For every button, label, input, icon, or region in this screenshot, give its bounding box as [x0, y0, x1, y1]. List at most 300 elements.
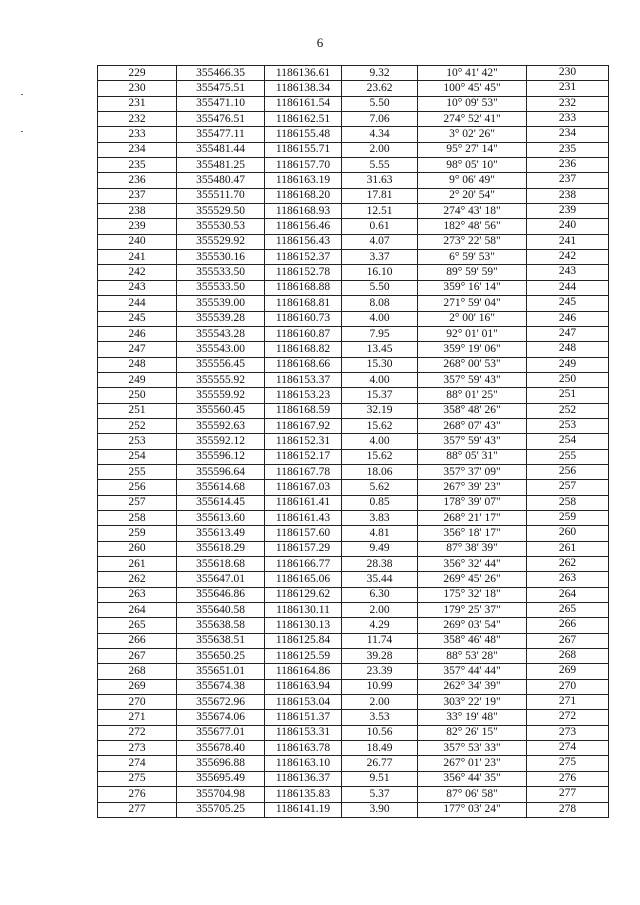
cell-coord-y: 1186161.41 [265, 495, 342, 510]
cell-point-to: 263 [527, 572, 609, 587]
cell-bearing: 87° 06' 58" [418, 787, 527, 802]
cell-point-from: 277 [98, 802, 177, 817]
cell-distance: 13.45 [342, 342, 418, 357]
cell-coord-x: 355543.00 [177, 342, 265, 357]
cell-point-from: 252 [98, 418, 177, 433]
cell-point-to: 254 [527, 434, 609, 449]
cell-point-to: 237 [527, 173, 609, 188]
table-row [98, 464, 609, 479]
table-row [98, 66, 609, 81]
table-row [98, 787, 609, 802]
cell-point-to: 240 [527, 219, 609, 234]
table-row [98, 296, 609, 311]
cell-bearing: 9° 06' 49" [418, 173, 527, 188]
cell-point-to: 242 [527, 250, 609, 265]
cell-bearing: 267° 39' 23" [418, 480, 527, 495]
cell-point-to: 269 [527, 664, 609, 679]
cell-coord-y: 1186163.10 [265, 756, 342, 771]
cell-bearing: 357° 44' 44" [418, 664, 527, 679]
cell-point-from: 268 [98, 664, 177, 679]
table-row [98, 326, 609, 341]
cell-point-to: 249 [527, 357, 609, 372]
cell-point-from: 271 [98, 710, 177, 725]
cell-point-to: 251 [527, 388, 609, 403]
table-row [98, 802, 609, 817]
cell-bearing: 2° 20' 54" [418, 188, 527, 203]
cell-coord-x: 355614.45 [177, 495, 265, 510]
cell-coord-y: 1186152.78 [265, 265, 342, 280]
cell-coord-x: 355477.11 [177, 127, 265, 142]
cell-coord-y: 1186163.94 [265, 679, 342, 694]
table-row [98, 112, 609, 127]
cell-coord-x: 355481.25 [177, 158, 265, 173]
cell-point-from: 249 [98, 372, 177, 387]
cell-distance: 23.62 [342, 81, 418, 96]
cell-coord-y: 1186166.77 [265, 557, 342, 572]
cell-coord-y: 1186138.34 [265, 81, 342, 96]
table-row [98, 756, 609, 771]
cell-coord-x: 355530.16 [177, 250, 265, 265]
cell-bearing: 88° 53' 28" [418, 649, 527, 664]
table-row [98, 526, 609, 541]
cell-coord-x: 355618.68 [177, 557, 265, 572]
cell-point-from: 270 [98, 695, 177, 710]
cell-bearing: 303° 22' 19" [418, 695, 527, 710]
cell-coord-y: 1186162.51 [265, 112, 342, 127]
cell-coord-x: 355539.28 [177, 311, 265, 326]
cell-distance: 18.06 [342, 464, 418, 479]
cell-point-to: 261 [527, 541, 609, 556]
cell-bearing: 10° 41' 42" [418, 66, 527, 81]
cell-coord-x: 355638.51 [177, 633, 265, 648]
cell-bearing: 6° 59' 53" [418, 250, 527, 265]
cell-bearing: 274° 43' 18" [418, 204, 527, 219]
cell-point-to: 232 [527, 96, 609, 111]
cell-point-from: 265 [98, 618, 177, 633]
cell-distance: 10.56 [342, 725, 418, 740]
cell-bearing: 271° 59' 04" [418, 296, 527, 311]
cell-coord-x: 355480.47 [177, 173, 265, 188]
cell-bearing: 88° 01' 25" [418, 388, 527, 403]
cell-distance: 5.50 [342, 96, 418, 111]
cell-point-to: 234 [527, 127, 609, 142]
cell-point-to: 241 [527, 234, 609, 249]
table-row [98, 649, 609, 664]
cell-bearing: 269° 45' 26" [418, 572, 527, 587]
table-row [98, 250, 609, 265]
cell-point-to: 275 [527, 756, 609, 771]
cell-coord-x: 355543.28 [177, 326, 265, 341]
cell-coord-y: 1186125.59 [265, 649, 342, 664]
cell-bearing: 273° 22' 58" [418, 234, 527, 249]
cell-coord-y: 1186157.29 [265, 541, 342, 556]
cell-bearing: 359° 16' 14" [418, 280, 527, 295]
cell-distance: 4.00 [342, 311, 418, 326]
cell-coord-y: 1186125.84 [265, 633, 342, 648]
cell-coord-x: 355481.44 [177, 142, 265, 157]
cell-point-to: 235 [527, 142, 609, 157]
cell-point-from: 264 [98, 603, 177, 618]
cell-coord-y: 1186168.93 [265, 204, 342, 219]
cell-coord-y: 1186152.17 [265, 449, 342, 464]
cell-distance: 15.62 [342, 449, 418, 464]
table-row [98, 219, 609, 234]
cell-distance: 4.34 [342, 127, 418, 142]
cell-coord-x: 355596.64 [177, 464, 265, 479]
cell-coord-y: 1186163.19 [265, 173, 342, 188]
cell-coord-x: 355618.29 [177, 541, 265, 556]
cell-coord-x: 355592.63 [177, 418, 265, 433]
cell-coord-x: 355475.51 [177, 81, 265, 96]
cell-distance: 26.77 [342, 756, 418, 771]
cell-point-to: 257 [527, 480, 609, 495]
table-row [98, 710, 609, 725]
cell-point-from: 234 [98, 142, 177, 157]
cell-bearing: 95° 27' 14" [418, 142, 527, 157]
table-row [98, 372, 609, 387]
cell-distance: 12.51 [342, 204, 418, 219]
cell-point-from: 231 [98, 96, 177, 111]
cell-coord-y: 1186165.06 [265, 572, 342, 587]
cell-point-from: 241 [98, 250, 177, 265]
cell-coord-x: 355529.50 [177, 204, 265, 219]
cell-point-to: 230 [527, 66, 609, 81]
cell-distance: 4.00 [342, 434, 418, 449]
cell-point-to: 233 [527, 112, 609, 127]
cell-distance: 32.19 [342, 403, 418, 418]
cell-coord-x: 355674.38 [177, 679, 265, 694]
cell-point-to: 278 [527, 802, 609, 817]
cell-point-to: 276 [527, 771, 609, 786]
cell-point-from: 237 [98, 188, 177, 203]
cell-distance: 3.37 [342, 250, 418, 265]
cell-point-to: 239 [527, 204, 609, 219]
cell-point-from: 247 [98, 342, 177, 357]
cell-point-from: 232 [98, 112, 177, 127]
cell-distance: 0.61 [342, 219, 418, 234]
cell-coord-x: 355650.25 [177, 649, 265, 664]
cell-distance: 11.74 [342, 633, 418, 648]
cell-point-from: 239 [98, 219, 177, 234]
cell-bearing: 33° 19' 48" [418, 710, 527, 725]
cell-point-from: 230 [98, 81, 177, 96]
cell-coord-y: 1186168.59 [265, 403, 342, 418]
cell-coord-y: 1186141.19 [265, 802, 342, 817]
cell-distance: 3.83 [342, 510, 418, 525]
cell-distance: 3.53 [342, 710, 418, 725]
cell-coord-x: 355530.53 [177, 219, 265, 234]
cell-coord-y: 1186156.43 [265, 234, 342, 249]
cell-coord-y: 1186130.13 [265, 618, 342, 633]
cell-distance: 7.06 [342, 112, 418, 127]
table-row [98, 234, 609, 249]
cell-coord-x: 355695.49 [177, 771, 265, 786]
cell-bearing: 357° 53' 33" [418, 741, 527, 756]
cell-coord-y: 1186152.37 [265, 250, 342, 265]
cell-distance: 10.99 [342, 679, 418, 694]
cell-distance: 9.32 [342, 66, 418, 81]
cell-bearing: 92° 01' 01" [418, 326, 527, 341]
cell-distance: 4.29 [342, 618, 418, 633]
table-row [98, 771, 609, 786]
table-row [98, 725, 609, 740]
cell-coord-x: 355560.45 [177, 403, 265, 418]
table-row [98, 311, 609, 326]
cell-point-from: 257 [98, 495, 177, 510]
cell-bearing: 358° 48' 26" [418, 403, 527, 418]
table-row [98, 142, 609, 157]
table-row [98, 618, 609, 633]
cell-coord-y: 1186130.11 [265, 603, 342, 618]
cell-coord-y: 1186153.04 [265, 695, 342, 710]
cell-distance: 23.39 [342, 664, 418, 679]
cell-point-from: 272 [98, 725, 177, 740]
cell-point-from: 255 [98, 464, 177, 479]
cell-bearing: 268° 00' 53" [418, 357, 527, 372]
cell-coord-x: 355651.01 [177, 664, 265, 679]
cell-coord-y: 1186168.66 [265, 357, 342, 372]
cell-bearing: 88° 05' 31" [418, 449, 527, 464]
cell-coord-y: 1186168.88 [265, 280, 342, 295]
cell-bearing: 356° 44' 35" [418, 771, 527, 786]
cell-bearing: 274° 52' 41" [418, 112, 527, 127]
cell-bearing: 178° 39' 07" [418, 495, 527, 510]
cell-point-from: 240 [98, 234, 177, 249]
cell-point-to: 243 [527, 265, 609, 280]
cell-coord-x: 355647.01 [177, 572, 265, 587]
cell-coord-y: 1186167.03 [265, 480, 342, 495]
table-row [98, 188, 609, 203]
table-row [98, 418, 609, 433]
cell-point-to: 252 [527, 403, 609, 418]
cell-point-from: 248 [98, 357, 177, 372]
table-row [98, 81, 609, 96]
cell-coord-y: 1186168.20 [265, 188, 342, 203]
cell-coord-x: 355533.50 [177, 265, 265, 280]
cell-coord-y: 1186155.48 [265, 127, 342, 142]
table-row [98, 510, 609, 525]
table-row [98, 434, 609, 449]
table-row [98, 664, 609, 679]
cell-coord-y: 1186155.71 [265, 142, 342, 157]
cell-point-to: 246 [527, 311, 609, 326]
cell-distance: 5.55 [342, 158, 418, 173]
cell-point-from: 275 [98, 771, 177, 786]
cell-distance: 2.00 [342, 603, 418, 618]
cell-point-to: 258 [527, 495, 609, 510]
cell-coord-x: 355672.96 [177, 695, 265, 710]
cell-coord-x: 355555.92 [177, 372, 265, 387]
cell-point-to: 264 [527, 587, 609, 602]
cell-coord-y: 1186153.37 [265, 372, 342, 387]
cell-point-from: 235 [98, 158, 177, 173]
cell-coord-y: 1186136.37 [265, 771, 342, 786]
table-row [98, 541, 609, 556]
cell-distance: 15.37 [342, 388, 418, 403]
cell-coord-x: 355677.01 [177, 725, 265, 740]
cell-bearing: 356° 32' 44" [418, 557, 527, 572]
margin-mark [21, 94, 23, 95]
cell-distance: 4.07 [342, 234, 418, 249]
cell-point-to: 262 [527, 557, 609, 572]
table-row [98, 127, 609, 142]
table-row [98, 280, 609, 295]
cell-point-to: 244 [527, 280, 609, 295]
cell-coord-y: 1186161.43 [265, 510, 342, 525]
table-row [98, 388, 609, 403]
cell-point-to: 273 [527, 725, 609, 740]
cell-bearing: 269° 03' 54" [418, 618, 527, 633]
cell-distance: 3.90 [342, 802, 418, 817]
cell-coord-x: 355640.58 [177, 603, 265, 618]
cell-bearing: 356° 18' 17" [418, 526, 527, 541]
table-row [98, 679, 609, 694]
cell-bearing: 357° 37' 09" [418, 464, 527, 479]
cell-coord-y: 1186153.31 [265, 725, 342, 740]
cell-point-from: 263 [98, 587, 177, 602]
cell-bearing: 2° 00' 16" [418, 311, 527, 326]
cell-bearing: 82° 26' 15" [418, 725, 527, 740]
cell-coord-y: 1186167.92 [265, 418, 342, 433]
cell-coord-x: 355529.92 [177, 234, 265, 249]
cell-bearing: 3° 02' 26" [418, 127, 527, 142]
cell-bearing: 98° 05' 10" [418, 158, 527, 173]
cell-point-from: 258 [98, 510, 177, 525]
cell-bearing: 357° 59' 43" [418, 434, 527, 449]
cell-point-to: 231 [527, 81, 609, 96]
cell-coord-x: 355511.70 [177, 188, 265, 203]
cell-distance: 15.30 [342, 357, 418, 372]
cell-bearing: 177° 03' 24" [418, 802, 527, 817]
table-row [98, 495, 609, 510]
cell-point-to: 255 [527, 449, 609, 464]
cell-point-from: 246 [98, 326, 177, 341]
table-row [98, 572, 609, 587]
cell-coord-x: 355638.58 [177, 618, 265, 633]
cell-bearing: 268° 21' 17" [418, 510, 527, 525]
cell-coord-y: 1186136.61 [265, 66, 342, 81]
cell-distance: 31.63 [342, 173, 418, 188]
cell-coord-y: 1186168.81 [265, 296, 342, 311]
cell-point-from: 238 [98, 204, 177, 219]
cell-coord-x: 355471.10 [177, 96, 265, 111]
table-row [98, 357, 609, 372]
cell-bearing: 175° 32' 18" [418, 587, 527, 602]
cell-point-from: 242 [98, 265, 177, 280]
cell-coord-y: 1186163.78 [265, 741, 342, 756]
cell-point-from: 250 [98, 388, 177, 403]
cell-coord-x: 355678.40 [177, 741, 265, 756]
cell-point-from: 251 [98, 403, 177, 418]
table-row [98, 587, 609, 602]
table-row [98, 741, 609, 756]
cell-coord-y: 1186135.83 [265, 787, 342, 802]
cell-distance: 7.95 [342, 326, 418, 341]
cell-distance: 8.08 [342, 296, 418, 311]
cell-coord-y: 1186168.82 [265, 342, 342, 357]
cell-point-from: 276 [98, 787, 177, 802]
cell-coord-y: 1186156.46 [265, 219, 342, 234]
cell-coord-x: 355704.98 [177, 787, 265, 802]
cell-coord-x: 355613.49 [177, 526, 265, 541]
cell-distance: 9.51 [342, 771, 418, 786]
cell-coord-y: 1186157.70 [265, 158, 342, 173]
cell-point-to: 250 [527, 372, 609, 387]
cell-point-to: 253 [527, 418, 609, 433]
cell-point-from: 266 [98, 633, 177, 648]
cell-distance: 9.49 [342, 541, 418, 556]
cell-coord-x: 355466.35 [177, 66, 265, 81]
cell-point-from: 233 [98, 127, 177, 142]
cell-distance: 4.00 [342, 372, 418, 387]
cell-bearing: 179° 25' 37" [418, 603, 527, 618]
cell-coord-x: 355476.51 [177, 112, 265, 127]
coordinates-table [97, 65, 609, 818]
cell-distance: 4.81 [342, 526, 418, 541]
cell-point-to: 270 [527, 679, 609, 694]
cell-distance: 5.62 [342, 480, 418, 495]
cell-distance: 2.00 [342, 142, 418, 157]
table-row [98, 449, 609, 464]
cell-distance: 18.49 [342, 741, 418, 756]
cell-point-from: 244 [98, 296, 177, 311]
cell-bearing: 182° 48' 56" [418, 219, 527, 234]
cell-point-from: 261 [98, 557, 177, 572]
cell-point-from: 259 [98, 526, 177, 541]
table-row [98, 695, 609, 710]
cell-bearing: 10° 09' 53" [418, 96, 527, 111]
cell-coord-x: 355596.12 [177, 449, 265, 464]
cell-point-to: 260 [527, 526, 609, 541]
table-body [98, 66, 609, 818]
cell-point-from: 273 [98, 741, 177, 756]
table-row [98, 403, 609, 418]
cell-coord-y: 1186167.78 [265, 464, 342, 479]
cell-point-from: 262 [98, 572, 177, 587]
cell-coord-y: 1186164.86 [265, 664, 342, 679]
table-row [98, 633, 609, 648]
cell-coord-y: 1186152.31 [265, 434, 342, 449]
cell-point-from: 253 [98, 434, 177, 449]
cell-distance: 5.50 [342, 280, 418, 295]
cell-bearing: 267° 01' 23" [418, 756, 527, 771]
table-row [98, 265, 609, 280]
table-row [98, 342, 609, 357]
cell-bearing: 358° 46' 48" [418, 633, 527, 648]
cell-bearing: 268° 07' 43" [418, 418, 527, 433]
cell-coord-y: 1186151.37 [265, 710, 342, 725]
cell-point-from: 236 [98, 173, 177, 188]
cell-point-to: 248 [527, 342, 609, 357]
cell-coord-x: 355559.92 [177, 388, 265, 403]
table-row [98, 480, 609, 495]
cell-coord-y: 1186153.23 [265, 388, 342, 403]
cell-coord-y: 1186129.62 [265, 587, 342, 602]
cell-distance: 5.37 [342, 787, 418, 802]
table-row [98, 204, 609, 219]
cell-bearing: 89° 59' 59" [418, 265, 527, 280]
cell-point-to: 267 [527, 633, 609, 648]
cell-point-to: 277 [527, 787, 609, 802]
cell-distance: 28.38 [342, 557, 418, 572]
cell-coord-x: 355674.06 [177, 710, 265, 725]
cell-point-to: 236 [527, 158, 609, 173]
cell-point-from: 260 [98, 541, 177, 556]
cell-coord-y: 1186160.87 [265, 326, 342, 341]
cell-point-from: 245 [98, 311, 177, 326]
cell-distance: 17.81 [342, 188, 418, 203]
cell-coord-x: 355646.86 [177, 587, 265, 602]
